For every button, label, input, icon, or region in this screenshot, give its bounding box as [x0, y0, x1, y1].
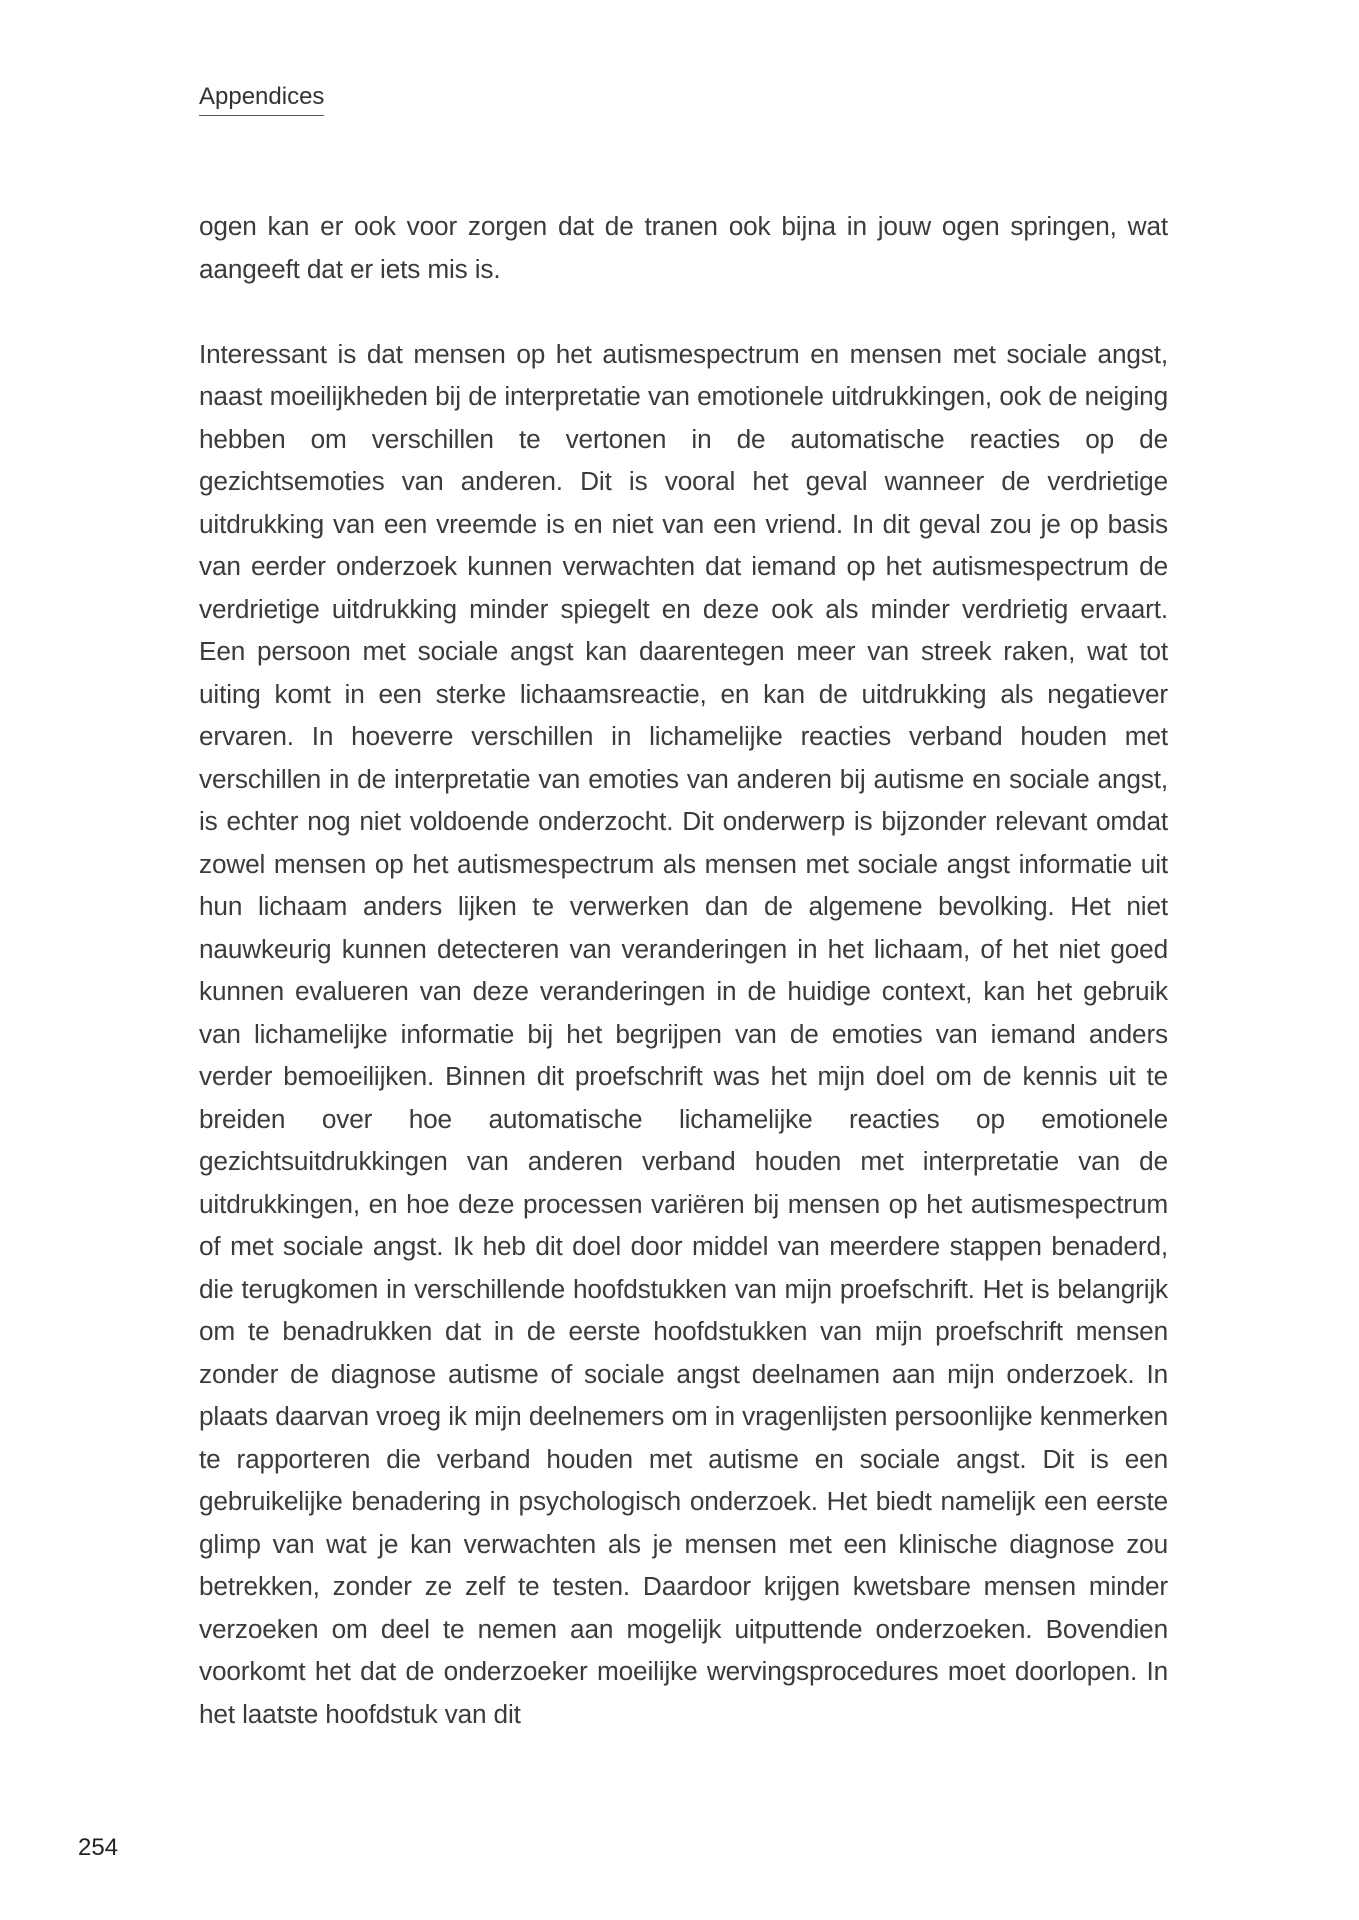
paragraph-main: Interessant is dat mensen op het autismespectrum en mensen met sociale angst, naast moeilijkheden bij de interpretatie van emotionele uitdrukkingen, ook de neiging hebben om verschillen te vertonen in de automatische reacties op de gezichtsemoties van anderen. Dit is vooral het geval wanneer de verdrietige uitdrukking van een vreemde is en niet van een vriend. In dit geval zou je op basis van eerder onderzoek kunnen verwachten dat iemand op het autismespectrum de verdrietige uitdrukking minder spiegelt en deze ook als minder verdrietig ervaart. Een persoon met sociale angst kan daarentegen meer van streek raken, wat tot uiting komt in een sterke lichaamsreactie, en kan de uitdrukking als negatiever ervaren. In hoeverre verschillen in lichamelijke reacties verband houden met verschillen in de interpretatie van emoties van anderen bij autisme en sociale angst, is echter nog niet voldoende onderzocht. Dit onderwerp is bijzonder relevant omdat zowel mensen op het autismespectrum als mensen met sociale angst informatie uit hun lichaam anders lijken te verwerken dan de algemene bevolking. Het niet nauwkeurig kunnen detecteren van veranderingen in het lichaam, of het niet goed kunnen evalueren van deze veranderingen in de huidige context, kan het gebruik van lichamelijke informatie bij het begrijpen van de emoties van iemand anders verder bemoeilijken. Binnen dit proefschrift was het mijn doel om de kennis uit te breiden over hoe automatische lichamelijke reacties op emotionele gezichtsuitdrukkingen van anderen verband houden met interpretatie van de uitdrukkingen, en hoe deze processen variëren bij mensen op het autismespectrum of met sociale angst. Ik heb dit doel door middel van meerdere stappen benaderd, die terugkomen in verschillende hoofdstukken van mijn proefschrift. Het is belangrijk om te benadrukken dat in de eerste hoofdstukken van mijn proefschrift mensen zonder de diagnose autisme of sociale angst deelnamen aan mijn onderzoek. In plaats daarvan vroeg ik mijn deelnemers om in vragenlijsten persoonlijke kenmerken te rapporteren die verband houden met autisme en sociale angst. Dit is een gebruikelijke benadering in psychologisch onderzoek. Het biedt namelijk een eerste glimp van wat je kan verwachten als je mensen met een klinische diagnose zou betrekken, zonder ze zelf te testen. Daardoor krijgen kwetsbare mensen minder verzoeken om deel te nemen aan mogelijk uitputtende onderzoeken. Bovendien voorkomt het dat de onderzoeker moeilijke wervingsprocedures moet doorlopen. In het laatste hoofdstuk van dit	[199, 338, 1168, 1729]
paragraph-continuation: ogen kan er ook voor zorgen dat de tranen ook bijna in jouw ogen springen, wat aangeeft dat er iets mis is.	[199, 211, 1168, 284]
running-header: Appendices	[199, 82, 324, 116]
body-text	[199, 205, 1168, 1735]
page-number: 254	[78, 1834, 119, 1861]
